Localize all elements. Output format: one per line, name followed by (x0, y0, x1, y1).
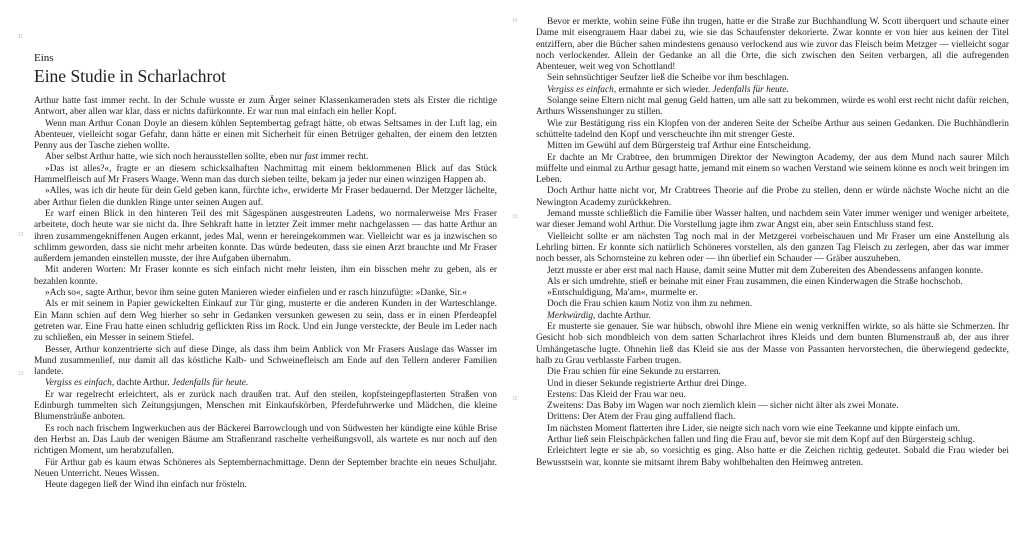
paragraph: Bevor er merkte, wohin seine Füße ihn trugen, hatte er die Straße zur Buchhandlung W. Scott überquert und schaute einer Dame mit eisengrauem Haar dabei zu, wie sie das Schaufenster dekorierte. Zwar konnte er von hier aus keinen der Titel entziffern, aber die Bücher sahen mindestens genauso verlockend aus wie zuvor das Fleisch beim Metzger — vielleicht sogar noch verlockender. Allein der Gedanke an all die Orte, die sich zwischen den Seiten verbargen, all die aufregenden Abenteuer, weit weg von Schottland! (536, 17, 1009, 73)
paragraph: Im nächsten Moment flatterten ihre Lider, sie neigte sich nach vorn wie eine Teekanne und kippte einfach um. (547, 423, 960, 434)
right-page (512, 0, 1024, 540)
line-marker: 11 (18, 34, 24, 40)
paragraph: Es roch nach frischem Ingwerkuchen aus der Bäckerei Barrowclough und von Südwesten her kündigte eine kühle Brise den Herbst an. Das Laub der wenigen Bäume am Straßenrand raschelte verheißungsvoll, als wartete es nur noch auf den richtigen Moment, um herabzufallen. (34, 423, 497, 457)
line-marker: 16 (512, 396, 518, 402)
paragraph: Und in dieser Sekunde registrierte Arthur drei Dinge. (547, 378, 747, 389)
paragraph: »Ach so«, sagte Arthur, bevor ihm seine guten Manieren wieder einfielen und er rasch hinzufügte: »Danke, Sir.« (45, 288, 467, 299)
paragraph: Heute dagegen ließ der Wind ihn einfach nur frösteln. (45, 480, 247, 491)
paragraph: Wenn man Arthur Conan Doyle an diesem kühlen Septembertag gefragt hätte, ob etwas Seltsames in der Luft lag, ein Abenteuer, vielleicht sogar Gefahr, dann hätte er einen mit Sicherheit für einen Betrüger gehalten, der einem den letzten Penny aus der Tasche ziehen wollte. (34, 118, 497, 152)
paragraph: Doch die Frau schien kaum Notiz von ihm zu nehmen. (547, 299, 753, 310)
paragraph: Für Arthur gab es kaum etwas Schöneres als Septembernachmittage. Denn der September brachte ein neues Schuljahr. Neuen Unterricht. Neues Wissen. (34, 457, 497, 479)
emphasis-text: Jedenfalls für heute. (171, 378, 249, 389)
paragraph: »Alles, was ich dir heute für dein Geld geben kann, fürchte ich«, erwiderte Mr Fraser bedauernd. Der Metzger lächelte, aber Arthur fielen die dunklen Ringe unter seinen Augen auf. (34, 186, 497, 208)
paragraph: Er war regelrecht erleichtert, als er zurück nach draußen trat. Auf den steilen, kopfsteingepflasterten Straßen von Edinburgh tummelten sich Zeitungsjungen, Menschen mit Einkaufskörben, Pferdefuhrwerke und Mädchen, die kleine Blumensträuße anboten. (34, 389, 497, 423)
paragraph: Vielleicht sollte er am nächsten Tag noch mal in der Metzgerei vorbeischauen und Mr Fraser um eine Anstellung als Lehrling bitten. Er konnte sich natürlich Schöneres vorstellen, als den ganzen Tag Fleisch zu zerlegen, aber das war immer noch besser, als Schornsteine zu kehren oder — ihn überlief ein Schauder — Gräber auszuheben. (536, 231, 1009, 265)
paragraph: Die Frau schien für eine Sekunde zu erstarren. (547, 367, 721, 378)
left-body-text (34, 96, 497, 491)
paragraph: Mitten im Gewühl auf dem Bürgersteig traf Arthur eine Entscheidung. (547, 141, 811, 152)
line-marker: 12 (18, 232, 24, 238)
paragraph: Jemand musste schließlich die Familie über Wasser halten, und nachdem sein Vater immer weniger und weniger arbeitete, war dieser Jemand wohl Arthur. Die Vorstellung jagte ihm zwar Angst ein, aber sein Entschluss stand fest. (536, 209, 1009, 231)
paragraph (34, 378, 497, 389)
paragraph: Zweitens: Das Baby im Wagen war noch ziemlich klein — sicher nicht älter als zwei Monate. (547, 401, 899, 412)
paragraph: Erleichtert legte er sie ab, so vorsichtig es ging. Also hatte er die Zeichen richtig gedeutet. Sobald die Frau wieder bei Bewusstsein war, konnte sie mitsamt ihrem Baby wohlbehalten den Heimweg antreten. (536, 446, 1009, 468)
paragraph: Besser, Arthur konzentrierte sich auf diese Dinge, als dass ihm beim Anblick von Mr Frasers Auslage das Wasser im Mund zusammenlief, nur damit all das köstliche Kalb- und Schweinefleisch am Ende auf den Tellern anderer Familien landete. (34, 344, 497, 378)
emphasis-text: fast (304, 152, 319, 163)
paragraph-text: Aber selbst Arthur hatte, wie sich noch herausstellen sollte, eben nur (45, 152, 305, 163)
paragraph: Drittens: Der Atem der Frau ging auffallend flach. (547, 412, 736, 423)
paragraph: »Das ist alles?«, fragte er an diesem schicksalhaften Nachmittag mit einem beklommenen Blick auf das Stück Hammelfleisch auf Mr Frasers Waage. Wenn man das durch sieben teilte, bekam ja jeder nur einen winzigen Happen ab. (34, 163, 497, 186)
paragraph: Als er sich umdrehte, stieß er beinahe mit einer Frau zusammen, die einen Kinderwagen die Straße hochschob. (547, 276, 963, 287)
paragraph: Arthur ließ sein Fleischpäckchen fallen und fing die Frau auf, bevor sie mit dem Kopf auf den Bürgersteig schlug. (547, 434, 975, 445)
right-body-text (536, 17, 1009, 469)
line-marker: 13 (18, 371, 24, 377)
emphasis-text: Merkwürdig (547, 310, 594, 321)
paragraph: Er musterte sie genauer. Sie war hübsch, obwohl ihre Miene ein wenig verkniffen wirkte, so als hätte sie Schmerzen. Ihr Gesicht hob sich mondbleich von dem satten Scharlachrot ihres Kleids und dem bunten Blumenstrauß ab, der aus ihrer Umhängetasche lugte. Ohnehin ließ das Kleid sie aus der Masse von Passanten hervorstechen, die überwiegend gedeckte, halb zu Grau verblasste Farben trugen. (536, 322, 1009, 366)
paragraph: Mit anderen Worten: Mr Fraser konnte es sich einfach nicht mehr leisten, ihm ein bisschen mehr zu geben, als er bezahlen konnte. (34, 265, 497, 287)
line-marker: 14 (512, 18, 518, 24)
line-marker: 15 (512, 214, 518, 220)
paragraph (536, 311, 1009, 322)
chapter-title: Eine Studie in Scharlachrot (34, 66, 226, 86)
paragraph: Solange seine Eltern nicht mal genug Geld hatten, um alle satt zu bekommen, würde es wohl erst recht nicht dafür reichen, Arthurs Wissenshunger zu stillen. (536, 96, 1009, 118)
emphasis-text: Vergiss es einfach (547, 84, 614, 95)
paragraph (536, 85, 1009, 96)
paragraph: Sein sehnsüchtiger Seufzer ließ die Scheibe vor ihm beschlagen. (547, 73, 789, 84)
paragraph-text: , ermahnte er sich wieder. (613, 84, 713, 95)
paragraph: Als er mit seinem in Papier gewickelten Einkauf zur Tür ging, musterte er die anderen Kunden in der Warteschlange. Ein Mann schien auf dem Weg hierher so sehr in Gedanken versunken gewesen zu sein, dass er in einen Pferdeapfel getreten war. Eine Frau hatte einen schludrig geflickten Riss im Rock. Und ein Junge versteckte, der Beule im Leder nach zu schließen, ein Messer in seinem Stiefel. (34, 299, 497, 344)
paragraph: Jetzt musste er aber erst mal nach Hause, damit seine Mutter mit dem Zubereiten des Abendessens anfangen konnte. (547, 265, 984, 276)
paragraph-text: immer recht. (318, 152, 369, 163)
paragraph: »Entschuldigung, Ma'am«, murmelte er. (547, 288, 698, 299)
paragraph: Er warf einen Blick in den hinteren Teil des mit Sägespänen ausgestreuten Ladens, wo normalerweise Mrs Fraser arbeitete, doch heute war sie nicht da. Ihre Sehkraft hatte in letzter Zeit immer mehr nachgelassen — das hatte Arthur an ihren zusammengekniffenen Augen erkannt, jedes Mal, wenn er hereingekommen war. Vielleicht war es ja inzwischen so schlimm geworden, dass sie nicht mehr arbeiten konnte. Das würde bedeuten, dass sie einen Arzt brauchte und Mr Fraser außerdem jemanden einstellen musste, der ihre Aufgaben übernahm. (34, 208, 497, 265)
emphasis-text: Jedenfalls für heute. (712, 84, 789, 95)
paragraph-text: , dachte Arthur. (111, 378, 172, 389)
paragraph: Doch Arthur hatte nicht vor, Mr Crabtrees Theorie auf die Probe zu stellen, denn er würde nächste Woche nicht an die Newington Academy zurückkehren. (536, 186, 1009, 208)
paragraph: Arthur hatte fast immer recht. In der Schule wusste er zum Ärger seiner Klassenkameraden stets als Erster die richtige Antwort, aber allen war klar, dass er nichts dafürkonnte. Er war nun mal einfach ein heller Kopf. (34, 96, 497, 118)
emphasis-text: Vergiss es einfach (45, 378, 112, 389)
chapter-label: Eins (34, 52, 54, 64)
paragraph: Erstens: Das Kleid der Frau war neu. (547, 389, 686, 400)
paragraph (34, 152, 497, 163)
paragraph: Er dachte an Mr Crabtree, den brummigen Direktor der Newington Academy, der aus dem Mund nach saurer Milch müffelte und einmal zu Arthur gesagt hatte, jemand mit einem so wachen Verstand wie seinem könne es noch weit bringen im Leben. (536, 152, 1009, 186)
paragraph-text: , dachte Arthur. (593, 310, 651, 321)
paragraph: Wie zur Bestätigung riss ein Klopfen von der anderen Seite der Scheibe Arthur aus seinen Gedanken. Die Buchhändlerin schüttelte tadelnd den Kopf und verscheuchte ihn mit strenger Geste. (536, 118, 1009, 140)
